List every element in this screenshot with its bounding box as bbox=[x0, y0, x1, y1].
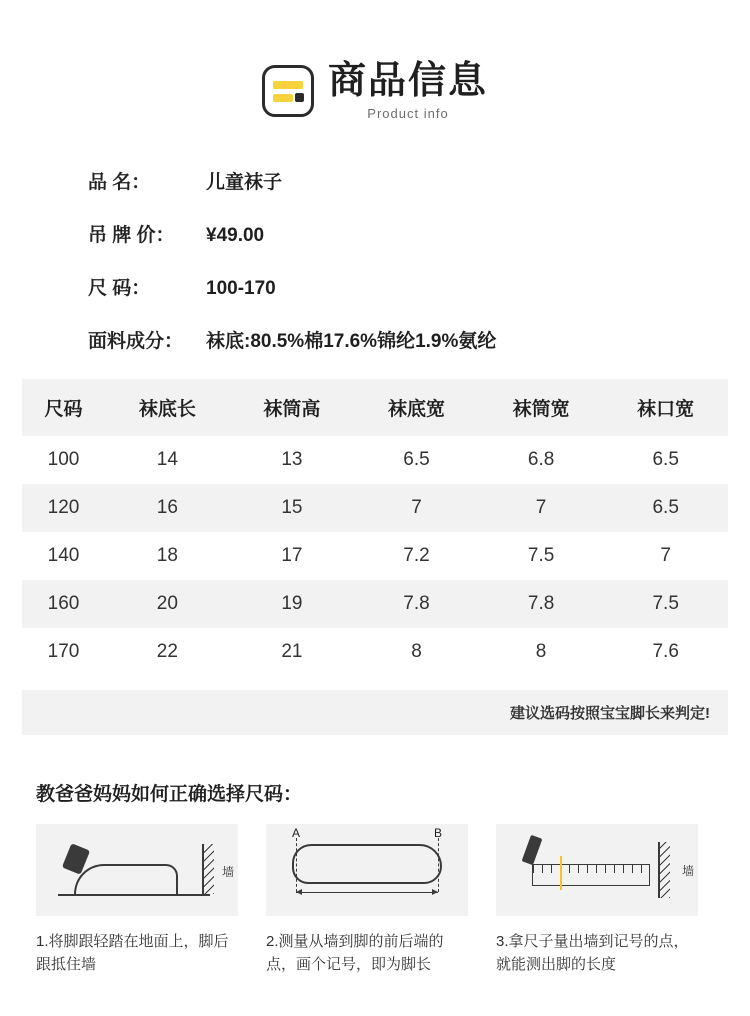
info-value: 100-170 bbox=[206, 277, 276, 299]
table-header-cell: 尺码 bbox=[22, 379, 105, 436]
table-cell: 6.5 bbox=[652, 448, 679, 470]
table-cell: 8 bbox=[535, 640, 547, 662]
table-header-cell: 袜底长 bbox=[105, 379, 230, 436]
table-cell: 6.5 bbox=[403, 448, 430, 470]
guide-step-3 bbox=[496, 824, 698, 977]
info-row bbox=[88, 167, 750, 194]
table-cell: 170 bbox=[47, 640, 80, 662]
table-cell: 7.8 bbox=[354, 580, 479, 628]
product-info-list bbox=[88, 167, 750, 353]
table-cell: 100 bbox=[47, 448, 80, 470]
table-header-row bbox=[22, 379, 728, 436]
table-cell: 6.8 bbox=[527, 448, 555, 470]
point-b-label: B bbox=[434, 825, 443, 840]
guide-caption: 2.测量从墙到脚的前后端的点，画个记号，即为脚长 bbox=[266, 932, 444, 974]
table-cell: 140 bbox=[47, 544, 80, 566]
guide-title: 教爸爸妈妈如何正确选择尺码： bbox=[36, 783, 303, 805]
guide-step-1 bbox=[36, 824, 238, 977]
page-subtitle: Product info bbox=[367, 105, 449, 121]
table-row bbox=[22, 484, 728, 532]
table-header-cell: 袜筒宽 bbox=[479, 379, 604, 436]
info-row bbox=[88, 273, 750, 300]
table-cell: 7 bbox=[660, 544, 671, 566]
table-cell: 7.8 bbox=[479, 580, 604, 628]
info-label: 面料成分： bbox=[88, 330, 184, 352]
foot-against-wall-icon bbox=[36, 824, 238, 916]
table-cell: 8 bbox=[411, 640, 422, 662]
table-cell: 7.2 bbox=[403, 544, 430, 566]
guide-step-2 bbox=[266, 824, 468, 977]
table-cell: 7 bbox=[479, 484, 604, 532]
info-value: ¥49.00 bbox=[206, 224, 265, 246]
table-cell: 120 bbox=[22, 484, 105, 532]
table-row bbox=[22, 628, 728, 676]
table-row bbox=[22, 532, 728, 580]
size-table-wrap bbox=[22, 379, 728, 735]
info-label: 尺 码： bbox=[88, 277, 151, 299]
guide-caption: 1.将脚跟轻踏在地面上，脚后跟抵住墙 bbox=[36, 932, 229, 974]
table-cell: 22 bbox=[156, 640, 178, 662]
table-cell: 15 bbox=[230, 484, 355, 532]
table-cell: 19 bbox=[230, 580, 355, 628]
point-a-label: A bbox=[292, 825, 301, 840]
table-cell: 160 bbox=[22, 580, 105, 628]
table-cell: 16 bbox=[105, 484, 230, 532]
table-header-cell: 袜口宽 bbox=[603, 379, 728, 436]
title-block bbox=[328, 62, 488, 121]
table-header-cell: 袜底宽 bbox=[354, 379, 479, 436]
info-label: 吊 牌 价： bbox=[88, 224, 175, 246]
info-value: 袜底:80.5%棉17.6%锦纶1.9%氨纶 bbox=[206, 330, 497, 352]
size-table bbox=[22, 379, 728, 676]
table-cell: 7.5 bbox=[527, 544, 555, 566]
info-row bbox=[88, 220, 750, 247]
product-info-logo-icon bbox=[262, 65, 314, 117]
table-cell: 13 bbox=[281, 448, 303, 470]
table-row bbox=[22, 436, 728, 484]
wall-label: 墙 bbox=[221, 864, 234, 879]
guide-steps bbox=[36, 824, 714, 977]
table-header-cell: 袜筒高 bbox=[230, 379, 355, 436]
table-cell: 20 bbox=[105, 580, 230, 628]
table-cell: 17 bbox=[281, 544, 303, 566]
table-cell: 18 bbox=[156, 544, 178, 566]
foot-outline-measure-icon bbox=[266, 824, 468, 916]
table-cell: 7.6 bbox=[652, 640, 679, 662]
wall-label: 墙 bbox=[681, 863, 694, 878]
info-row bbox=[88, 326, 750, 353]
table-cell: 21 bbox=[281, 640, 303, 662]
info-label: 品 名： bbox=[88, 171, 151, 193]
page-title: 商品信息 bbox=[327, 60, 488, 102]
table-row bbox=[22, 580, 728, 628]
page-header bbox=[0, 0, 750, 121]
ruler-measure-icon bbox=[496, 824, 698, 916]
table-cell: 7.5 bbox=[603, 580, 728, 628]
table-cell: 6.5 bbox=[603, 484, 728, 532]
guide-caption: 3.拿尺子量出墙到记号的点，就能测出脚的长度 bbox=[496, 932, 689, 974]
table-cell: 7 bbox=[354, 484, 479, 532]
table-cell: 14 bbox=[156, 448, 178, 470]
size-table-note: 建议选码按照宝宝脚长来判定! bbox=[22, 690, 728, 735]
info-value: 儿童袜子 bbox=[206, 171, 283, 193]
